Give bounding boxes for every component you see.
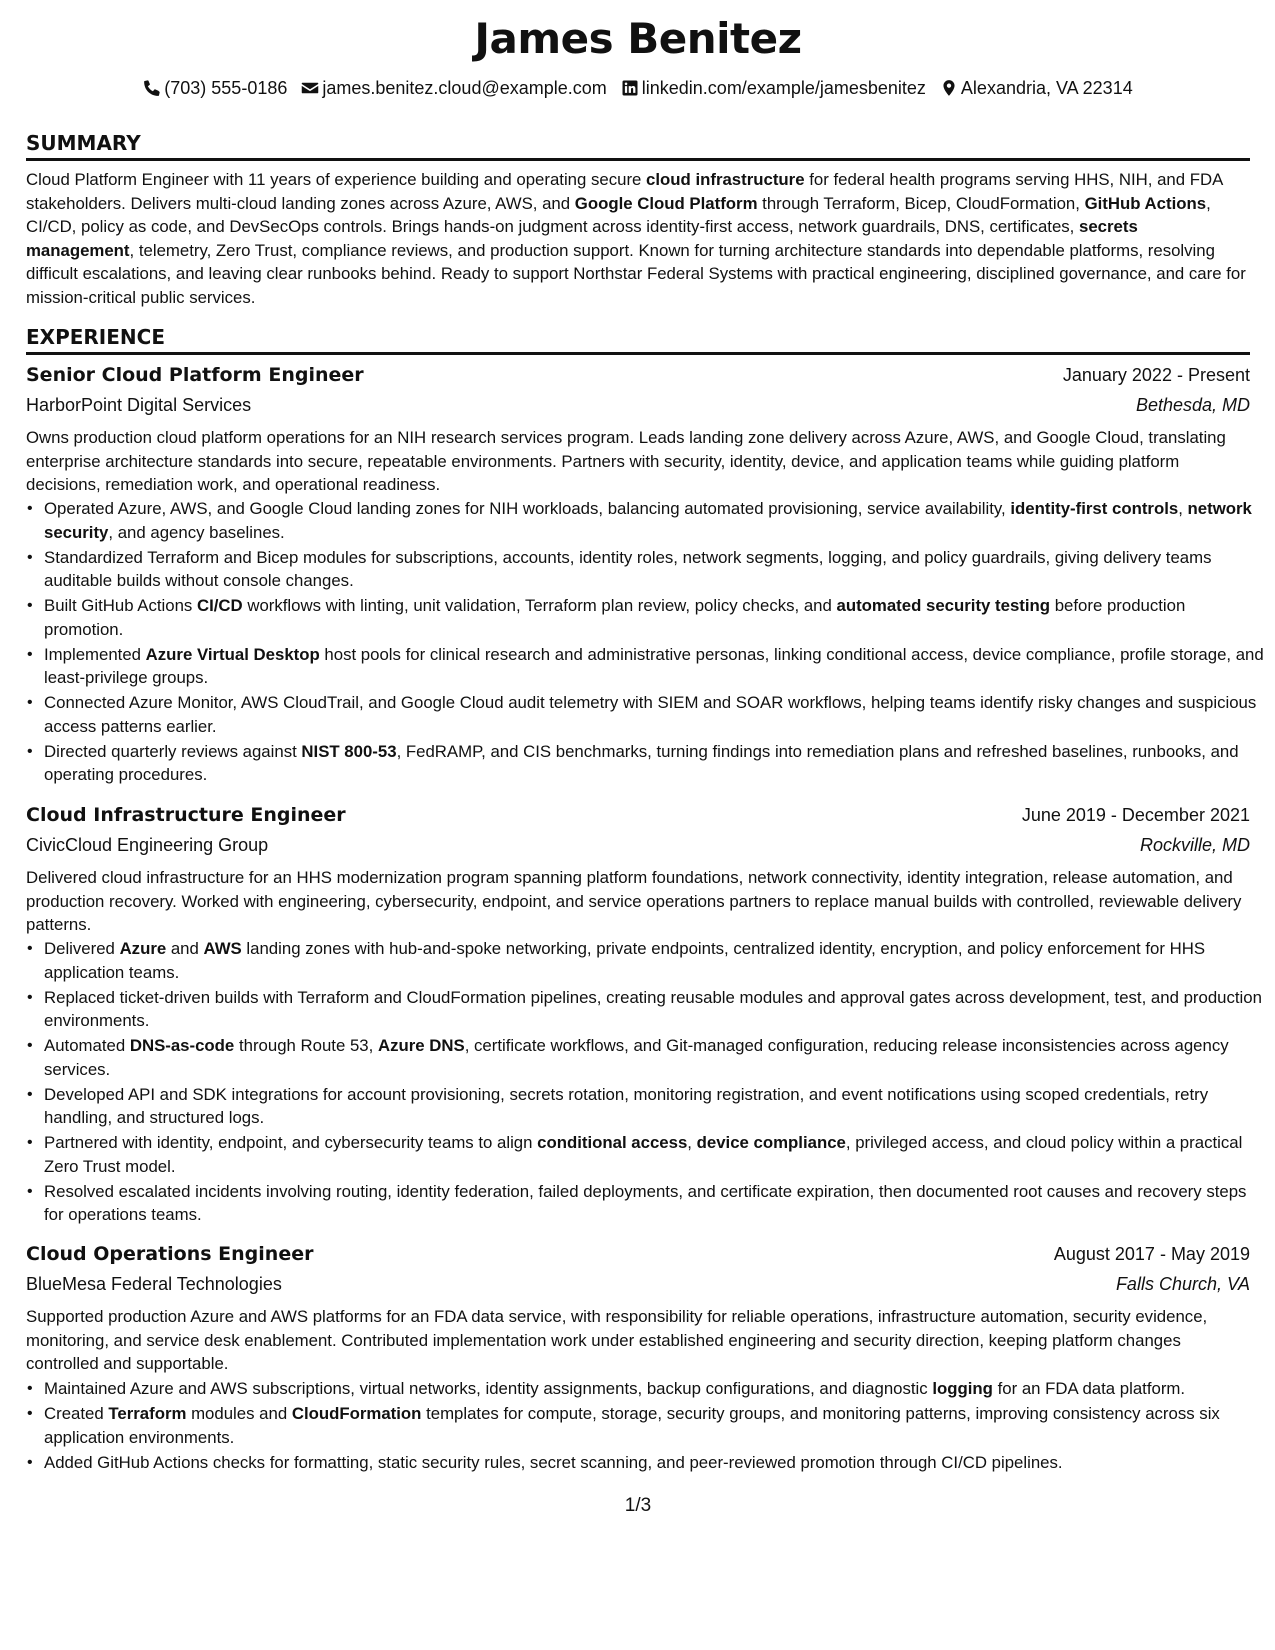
keyword-highlight: Google Cloud Platform [574, 193, 758, 213]
text-run: modules and [186, 1404, 292, 1423]
contact-line [26, 77, 1250, 99]
keyword-highlight: network security [44, 499, 1252, 542]
keyword-highlight: identity-first controls [1010, 499, 1179, 518]
text-run: before production promotion. [44, 596, 1186, 639]
bullet-item [44, 497, 1268, 544]
text-run: for an FDA data platform. [992, 1379, 1186, 1398]
candidate-name: James Benitez [474, 14, 802, 63]
contact-location [940, 77, 1133, 99]
location-text: Alexandria, VA 22314 [960, 78, 1133, 98]
text-run: , and agency baselines. [108, 522, 285, 542]
job-bullets [26, 1377, 1268, 1476]
job-location: Falls Church, VA [1115, 1274, 1250, 1294]
keyword-highlight: device compliance [696, 1133, 846, 1152]
keyword-highlight: NIST 800-53 [301, 741, 397, 761]
job-bullets [26, 937, 1268, 1228]
phone-number: (703) 555-0186 [164, 78, 288, 98]
text-run: for federal health programs serving HHS, NIH, and FDA stakeholders. Delivers multi-cloud landing zones across Azure, AWS, and [26, 170, 1223, 213]
keyword-highlight: logging [932, 1379, 993, 1398]
text-run: landing zones with hub-and-spoke networking, private endpoints, centralized identity, encryption, and policy enforcement for HHS application teams. [44, 939, 1206, 982]
text-run: host pools for clinical research and administrative personas, linking conditional access, device compliance, profile storage, and least-privilege groups. [44, 644, 1264, 687]
summary-text [26, 168, 1250, 309]
keyword-highlight: Azure [119, 939, 167, 958]
keyword-highlight: Azure Virtual Desktop [145, 644, 320, 664]
text-run: , certificate workflows, and Git-managed configuration, reducing release inconsistencies across agency services. [44, 1036, 1229, 1079]
text-run: and [166, 939, 204, 958]
text-run: Delivered [44, 939, 120, 958]
contact-phone[interactable] [143, 77, 287, 99]
text-run: Implemented [44, 644, 146, 664]
text-run: Operated Azure, AWS, and Google Cloud landing zones for NIH workloads, balancing automated provisioning, service availability, [44, 499, 1011, 518]
text-run: Developed API and SDK integrations for account provisioning, secrets rotation, monitoring registration, and event notifications using scoped credentials, retry handling, and structured logs. [44, 1084, 1209, 1127]
text-run: through Terraform, Bicep, CloudFormation, [757, 193, 1085, 213]
keyword-highlight: Terraform [108, 1404, 187, 1423]
keyword-highlight: cloud infrastructure [646, 170, 805, 189]
bullet-item [44, 1402, 1268, 1449]
job-location: Rockville, MD [1139, 835, 1250, 855]
job-title: Cloud Operations Engineer [26, 1243, 314, 1265]
text-run: , FedRAMP, and CIS benchmarks, turning findings into remediation plans and refreshed baselines, runbooks, and operating procedures. [44, 741, 1239, 784]
phone-icon [143, 79, 161, 97]
keyword-highlight: DNS-as-code [129, 1036, 235, 1055]
keyword-highlight: AWS [203, 939, 242, 958]
summary-heading: SUMMARY [26, 131, 141, 155]
map-pin-icon [940, 79, 958, 97]
job-bullets [26, 497, 1268, 788]
text-run: Maintained Azure and AWS subscriptions, virtual networks, identity assignments, backup configurations, and diagnostic [44, 1379, 933, 1398]
experience-divider [26, 352, 1250, 355]
summary-divider [26, 158, 1250, 161]
bullet-item [44, 1083, 1268, 1130]
text-run: templates for compute, storage, security groups, and monitoring patterns, improving consistency across six application environments. [44, 1404, 1220, 1447]
bullet-item [44, 1180, 1268, 1227]
text-run: , [687, 1133, 697, 1152]
bullet-item [44, 1377, 1268, 1401]
job-title: Senior Cloud Platform Engineer [26, 364, 364, 386]
keyword-highlight: secrets management [26, 217, 1138, 260]
keyword-highlight: Azure DNS [377, 1036, 465, 1055]
text-run: Partnered with identity, endpoint, and cybersecurity teams to align [44, 1133, 538, 1152]
text-run: Replaced ticket-driven builds with Terraform and CloudFormation pipelines, creating reusable modules and approval gates across development, test, and production environments. [44, 987, 1262, 1030]
text-run: Added GitHub Actions checks for formatting, static security rules, secret scanning, and peer-reviewed promotion through CI/CD pipelines. [44, 1452, 1063, 1472]
linkedin-url: linkedin.com/example/jamesbenitez [641, 78, 926, 98]
page-number: 1/3 [624, 1495, 652, 1516]
text-run: , telemetry, Zero Trust, compliance reviews, and production support. Known for turning architecture standards into dependable platforms, resolving difficult escalations, and leaving clear runbooks behind. Ready to support Northstar Federal Systems with practical engineering, disciplined governance, and care for mission-critical public services. [26, 240, 1246, 307]
keyword-highlight: automated security testing [836, 596, 1051, 615]
text-run: , privileged access, and cloud policy within a practical Zero Trust model. [44, 1133, 1243, 1176]
text-run: workflows with linting, unit validation, Terraform plan review, policy checks, and [242, 596, 837, 615]
contact-email[interactable] [301, 77, 606, 99]
job-description: Supported production Azure and AWS platforms for an FDA data service, with responsibility for reliable operations, infrastructure automation, security evidence, monitoring, and service desk enablement. Contributed implementation work under established engineering and security direction, keeping platform changes controlled and supportable. [26, 1307, 1208, 1373]
bullet-item [44, 546, 1268, 593]
bullet-item [44, 594, 1268, 641]
keyword-highlight: CI/CD [196, 596, 243, 615]
resume-page [26, 0, 1264, 1650]
keyword-highlight: GitHub Actions [1084, 193, 1207, 213]
text-run: Automated [44, 1036, 130, 1055]
text-run: Built GitHub Actions [44, 596, 197, 615]
job-description: Delivered cloud infrastructure for an HHS modernization program spanning platform foundations, network connectivity, identity integration, release automation, and production recovery. Worked with engineering, cybersecurity, endpoint, and service operations partners to replace manual builds with controlled, reviewable delivery patterns. [26, 868, 1242, 934]
text-run: Created [44, 1404, 109, 1423]
bullet-item [44, 937, 1268, 984]
bullet-item [44, 1451, 1268, 1475]
job-title: Cloud Infrastructure Engineer [26, 804, 346, 826]
bullet-item [44, 1131, 1268, 1178]
job-location: Bethesda, MD [1135, 395, 1250, 415]
text-run: Connected Azure Monitor, AWS CloudTrail, and Google Cloud audit telemetry with SIEM and SOAR workflows, helping teams identify risky changes and suspicious access patterns earlier. [44, 693, 1257, 736]
bullet-item [44, 1034, 1268, 1081]
keyword-highlight: conditional access [537, 1133, 688, 1152]
text-run: Cloud Platform Engineer with 11 years of experience building and operating secure [26, 170, 647, 189]
text-run: Standardized Terraform and Bicep modules for subscriptions, accounts, identity roles, network segments, logging, and policy guardrails, giving delivery teams auditable builds without console changes. [44, 547, 1212, 590]
bullet-item [44, 986, 1268, 1033]
text-run: , [1178, 499, 1188, 518]
envelope-icon [301, 79, 319, 97]
text-run: Resolved escalated incidents involving routing, identity federation, failed deployments, and certificate expiration, then documented root causes and recovery steps for operations teams. [44, 1181, 1247, 1224]
keyword-highlight: CloudFormation [291, 1404, 422, 1423]
job-company: CivicCloud Engineering Group [26, 835, 269, 855]
job-company: BlueMesa Federal Technologies [26, 1274, 282, 1294]
job-dates: June 2019 - December 2021 [1021, 805, 1250, 825]
contact-linkedin[interactable] [621, 77, 926, 99]
text-run: through Route 53, [234, 1036, 378, 1055]
bullet-item [44, 643, 1268, 690]
linkedin-icon [621, 79, 639, 97]
email-address: james.benitez.cloud@example.com [322, 78, 607, 98]
job-dates: August 2017 - May 2019 [1053, 1244, 1250, 1264]
job-description: Owns production cloud platform operations for an NIH research services program. Leads landing zone delivery across Azure, AWS, and Google Cloud, translating enterprise architecture standards into secure, repeatable environments. Partners with security, identity, device, and application teams while guiding platform decisions, remediation work, and operational readiness. [26, 428, 1226, 494]
bullet-item [44, 691, 1268, 738]
job-dates: January 2022 - Present [1062, 365, 1250, 385]
text-run: , CI/CD, policy as code, and DevSecOps controls. Brings hands-on judgment across identity-first access, network guardrails, DNS, certificates, [26, 193, 1211, 236]
experience-heading: EXPERIENCE [26, 325, 165, 349]
job-company: HarborPoint Digital Services [26, 395, 252, 415]
bullet-item [44, 740, 1268, 787]
text-run: Directed quarterly reviews against [44, 741, 302, 761]
